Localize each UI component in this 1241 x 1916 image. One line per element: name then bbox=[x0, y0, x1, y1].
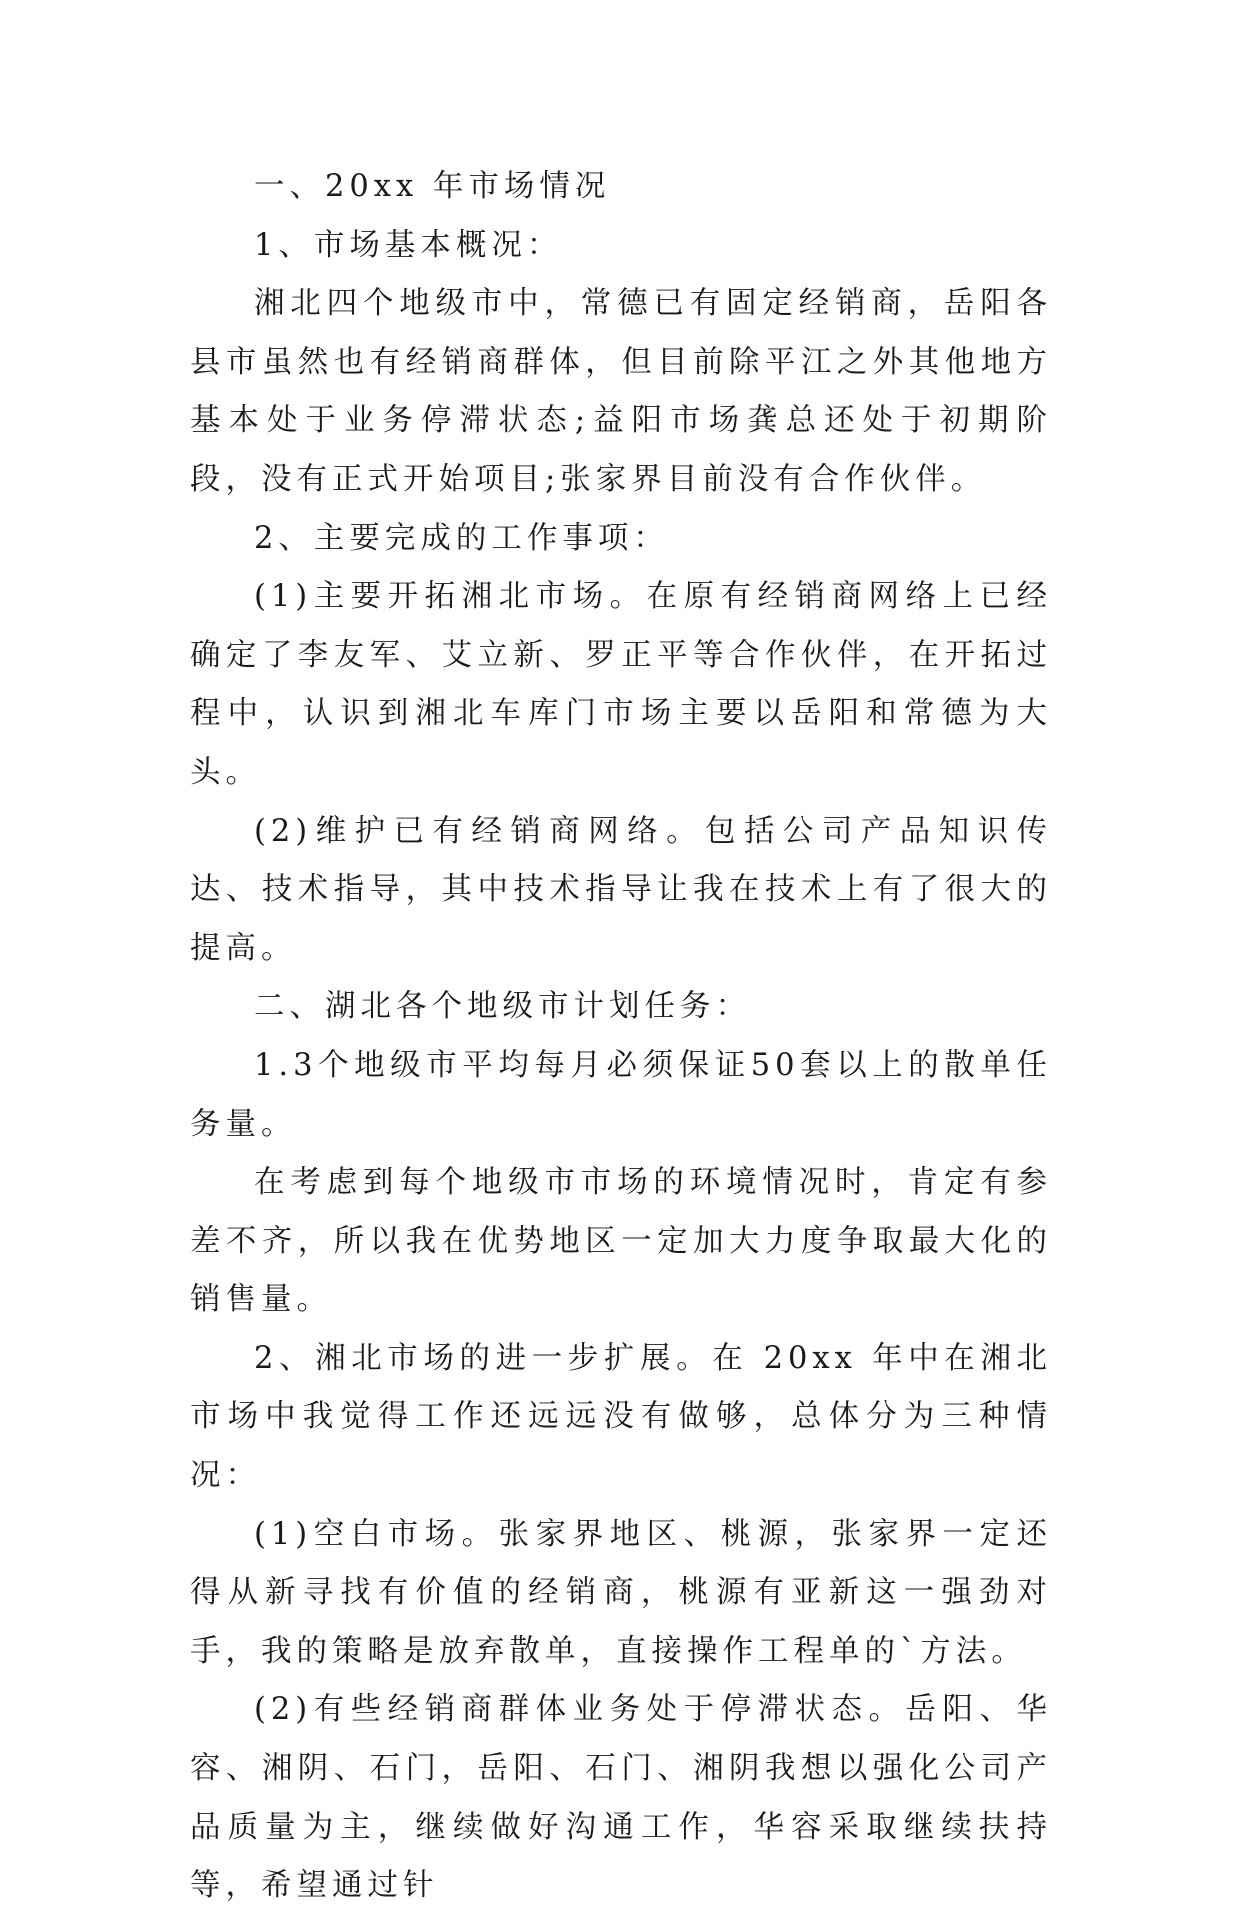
section-heading-1: 一、20xx 年市场情况 bbox=[254, 169, 611, 204]
paragraph-stagnant-market: (2)有些经销商群体业务处于停滞状态。岳阳、华容、湘阴、石门，岳阳、石门、湘阴我想以强化公司产品质量为主，继续做好沟通工作，华容采取继续扶持等，希望通过针 bbox=[190, 1692, 1052, 1904]
paragraph-task-1-detail: 在考虑到每个地级市市场的环境情况时，肯定有参差不齐，所以我在优势地区一定加大力度争取最大化的销售量。 bbox=[190, 1165, 1052, 1318]
paragraph-work-item-1: (1)主要开拓湘北市场。在原有经销商网络上已经确定了李友军、艾立新、罗正平等合作伙伴，在开拓过程中，认识到湘北车库门市场主要以岳阳和常德为大头。 bbox=[190, 579, 1052, 790]
paragraph-market-overview: 湘北四个地级市中，常德已有固定经销商，岳阳各县市虽然也有经销商群体，但目前除平江之外其他地方基本处于业务停滞状态;益阳市场龚总还处于初期阶段，没有正式开始项目;张家界目前没有合作伙伴。 bbox=[190, 286, 1052, 497]
subheading-work-items: 2、主要完成的工作事项： bbox=[254, 520, 669, 556]
paragraph-task-1: 1.3个地级市平均每月必须保证50套以上的散单任务量。 bbox=[190, 1047, 1052, 1142]
paragraph-blank-market: (1)空白市场。张家界地区、桃源，张家界一定还得从新寻找有价值的经销商，桃源有亚新这一强劲对手，我的策略是放弃散单，直接操作工程单的`方法。 bbox=[190, 1516, 1052, 1669]
document-page bbox=[190, 158, 1052, 1904]
paragraph-work-item-2: (2)维护已有经销商网络。包括公司产品知识传达、技术指导，其中技术指导让我在技术上有了很大的提高。 bbox=[190, 813, 1052, 966]
paragraph-task-2: 2、湘北市场的进一步扩展。在 20xx 年中在湘北市场中我觉得工作还远远没有做够，总体分为三种情况： bbox=[190, 1340, 1052, 1494]
section-heading-2: 二、湖北各个地级市计划任务： bbox=[254, 989, 751, 1025]
subheading-market-overview: 1、市场基本概况： bbox=[254, 227, 563, 263]
